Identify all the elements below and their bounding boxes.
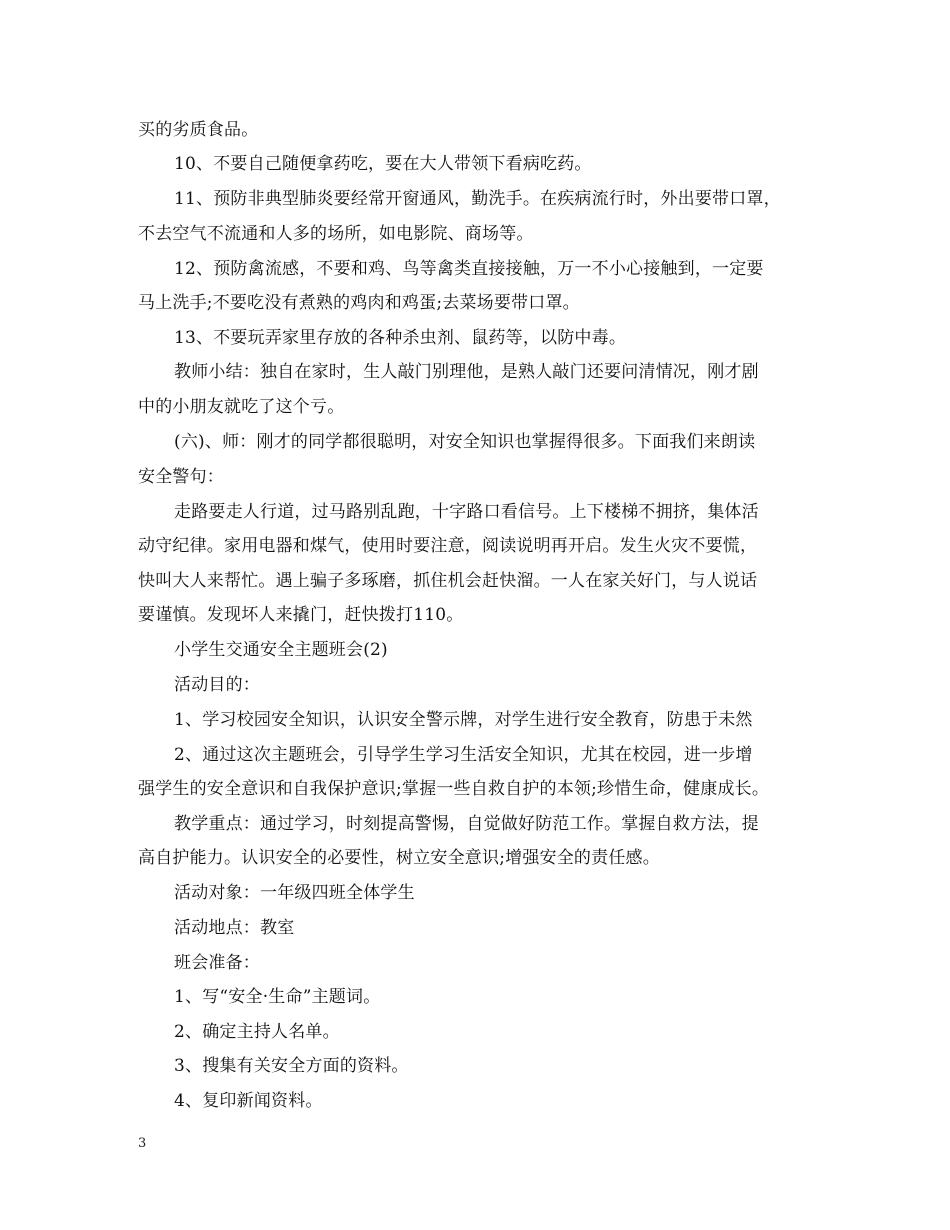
text-line: 10、不要自己随便拿药吃，要在大人带领下看病吃药。	[174, 154, 592, 174]
text-line: 不去空气不流通和人多的场所，如电影院、商场等。	[138, 224, 534, 244]
text-line: 买的劣质食品。	[138, 120, 259, 140]
section-heading: 小学生交通安全主题班会(2)	[174, 640, 388, 660]
text-line: 教学重点：通过学习，时刻提高警惕，自觉做好防范工作。掌握自救方法，提	[174, 814, 759, 834]
text-line: 动守纪律。家用电器和煤气，使用时要注意，阅读说明再开启。发生火灾不要慌，	[138, 536, 758, 556]
text-line: 1、学习校园安全知识，认识安全警示牌，对学生进行安全教育，防患于未然	[174, 710, 753, 730]
text-line: 快叫大人来帮忙。遇上骗子多琢磨，抓住机会赶快溜。一人在家关好门，与人说话	[138, 571, 758, 591]
page-number: 3	[138, 1136, 147, 1151]
text-line: 中的小朋友就吃了这个亏。	[138, 397, 345, 417]
text-line: 高自护能力。认识安全的必要性，树立安全意识;增强安全的责任感。	[138, 848, 660, 868]
text-line: 11、预防非典型肺炎要经常开窗通风，勤洗手。在疾病流行时，外出要带口罩，	[174, 189, 781, 209]
text-line: 马上洗手;不要吃没有煮熟的鸡肉和鸡蛋;去菜场要带口罩。	[138, 293, 580, 313]
text-line: (六)、师：刚才的同学都很聪明，对安全知识也掌握得很多。下面我们来朗读	[174, 432, 756, 452]
text-line: 13、不要玩弄家里存放的各种杀虫剂、鼠药等，以防中毒。	[174, 328, 627, 348]
text-line: 走路要走人行道，过马路别乱跑，十字路口看信号。上下楼梯不拥挤，集体活	[174, 502, 759, 522]
text-line: 强学生的安全意识和自我保护意识;掌握一些自救自护的本领;珍惜生命，健康成长。	[138, 779, 770, 799]
text-line: 教师小结：独自在家时，生人敲门别理他，是熟人敲门还要问清情况，刚才剧	[174, 362, 759, 382]
text-line: 安全警句：	[138, 467, 224, 487]
text-line: 活动对象：一年级四班全体学生	[174, 883, 415, 903]
text-line: 3、搜集有关安全方面的资料。	[174, 1056, 409, 1076]
text-line: 12、预防禽流感，不要和鸡、鸟等禽类直接接触，万一不小心接触到，一定要	[174, 259, 764, 279]
text-line: 4、复印新闻资料。	[174, 1091, 323, 1111]
text-line: 2、确定主持人名单。	[174, 1022, 340, 1042]
text-line: 班会准备：	[174, 953, 260, 973]
text-line: 活动地点：教室	[174, 918, 295, 938]
text-line: 活动目的：	[174, 675, 260, 695]
text-line: 2、通过这次主题班会，引导学生学习生活安全知识，尤其在校园，进一步增	[174, 745, 753, 765]
text-line: 1、写“安全·生命”主题词。	[174, 987, 381, 1007]
text-line: 要谨慎。发现坏人来撬门，赶快拨打110。	[138, 605, 464, 625]
